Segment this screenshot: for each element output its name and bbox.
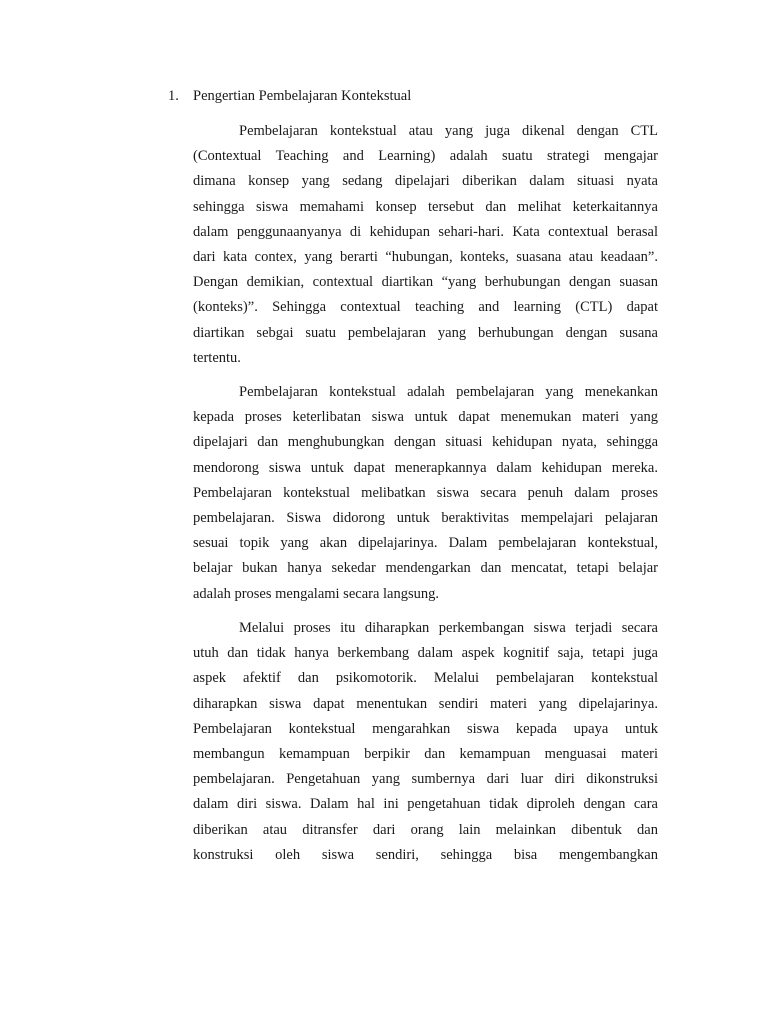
paragraph-line: sesuai topik yang akan dipelajarinya. Dalam pembelajaran kontekstual, [193, 535, 658, 552]
paragraph-line: Dengan demikian, contextual diartikan “yang berhubungan dengan suasan [193, 274, 658, 291]
paragraph-line: dari kata contex, yang berarti “hubungan, konteks, suasana atau keadaan”. [193, 248, 658, 265]
paragraph-line: dalam penggunaanyanya di kehidupan sehari-hari. Kata contextual berasal [193, 223, 658, 240]
section-title: Pengertian Pembelajaran Kontekstual [193, 88, 412, 104]
paragraph-1 [193, 119, 658, 371]
paragraph-2 [193, 380, 658, 607]
paragraph-line: membangun kemampuan berpikir dan kemampuan menguasai materi [193, 745, 658, 762]
section-heading [168, 86, 411, 106]
paragraph-line: aspek afektif dan psikomotorik. Melalui pembelajaran kontekstual [193, 670, 658, 687]
paragraph-line: (konteks)”. Sehingga contextual teaching and learning (CTL) dapat [193, 299, 658, 316]
paragraph-line: dipelajari dan menghubungkan dengan situasi kehidupan nyata, sehingga [193, 434, 658, 451]
paragraph-line: diberikan atau ditransfer dari orang lain melainkan dibentuk dan [193, 821, 658, 838]
section-number: 1. [168, 88, 179, 104]
paragraph-line: Pembelajaran kontekstual atau yang juga dikenal dengan CTL [239, 123, 658, 139]
paragraph-line: sehingga siswa memahami konsep tersebut dan melihat keterkaitannya [193, 198, 658, 215]
paragraph-line: dimana konsep yang sedang dipelajari diberikan dalam situasi nyata [193, 173, 658, 190]
paragraph-line: Pembelajaran kontekstual melibatkan siswa secara penuh dalam proses [193, 484, 658, 501]
paragraph-line: diharapkan siswa dapat menentukan sendiri materi yang dipelajarinya. [193, 695, 658, 712]
paragraph-line: diartikan sebgai suatu pembelajaran yang berhubungan dengan susana [193, 324, 658, 341]
paragraph-line: dalam diri siswa. Dalam hal ini pengetahuan tidak diproleh dengan cara [193, 796, 658, 813]
paragraph-line: konstruksi oleh siswa sendiri, sehingga bisa mengembangkan [193, 846, 658, 863]
paragraph-line: kepada proses keterlibatan siswa untuk dapat menemukan materi yang [193, 409, 658, 426]
paragraph-line: mendorong siswa untuk dapat menerapkannya dalam kehidupan mereka. [193, 459, 658, 476]
paragraph-line: belajar bukan hanya sekedar mendengarkan dan mencatat, tetapi belajar [193, 560, 658, 577]
paragraph-line: pembelajaran. Pengetahuan yang sumbernya dari luar diri dikonstruksi [193, 771, 658, 788]
paragraph-3 [193, 616, 658, 868]
paragraph-line: pembelajaran. Siswa didorong untuk beraktivitas mempelajari pelajaran [193, 509, 658, 526]
paragraph-line: Melalui proses itu diharapkan perkembangan siswa terjadi secara [239, 620, 658, 636]
paragraph-line: (Contextual Teaching and Learning) adalah suatu strategi mengajar [193, 148, 658, 165]
paragraph-line: Pembelajaran kontekstual mengarahkan siswa kepada upaya untuk [193, 720, 658, 737]
paragraph-line: adalah proses mengalami secara langsung. [193, 585, 440, 602]
paragraph-line: tertentu. [193, 349, 241, 366]
paragraph-line: utuh dan tidak hanya berkembang dalam aspek kognitif saja, tetapi juga [193, 645, 658, 662]
paragraph-line: Pembelajaran kontekstual adalah pembelajaran yang menekankan [239, 384, 658, 400]
